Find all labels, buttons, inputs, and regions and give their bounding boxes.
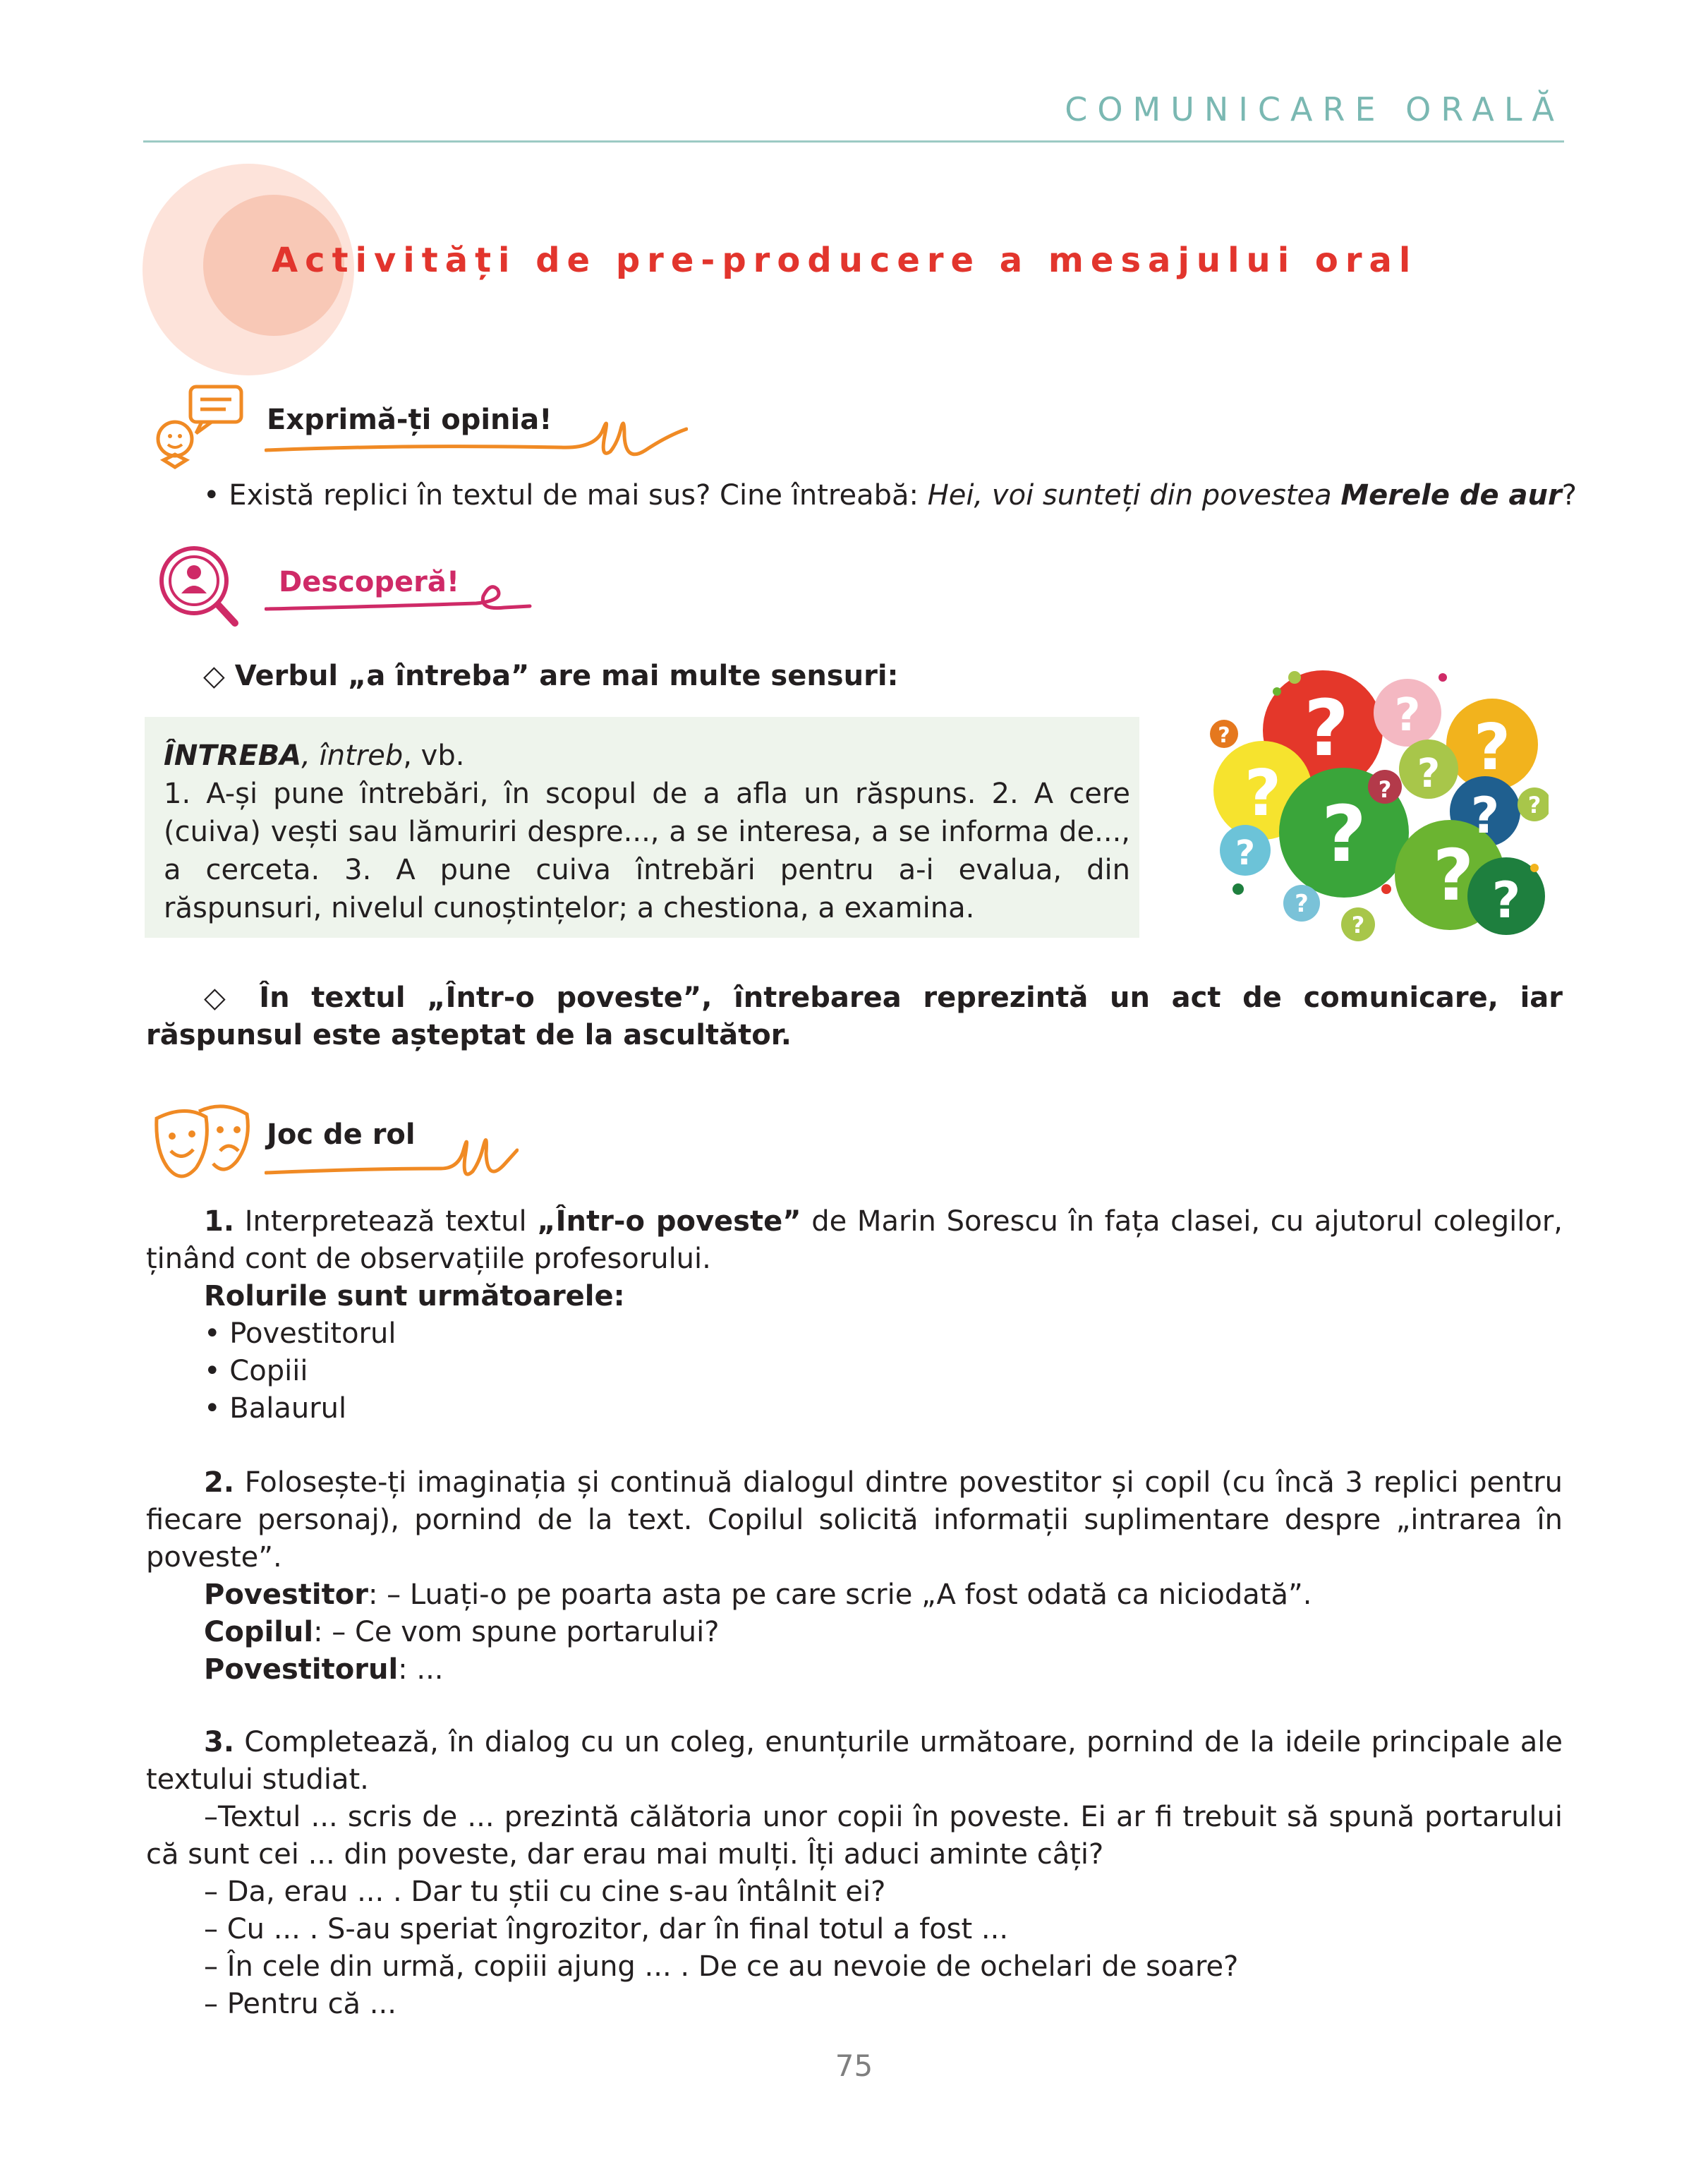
page-number: 75 [835,2048,873,2083]
svg-text:?: ? [1473,711,1511,785]
exercise-3-line: – Pentru că ... [204,1988,396,2020]
role-item: • Copiii [204,1355,308,1387]
opinia-question: • Există replici în textul de mai sus? Cine întreabă: Hei, voi sunteți din povestea Merele de aur? [203,479,1577,512]
exercise-3-line: – În cele din urmă, copiii ajung ... . De ce au nevoie de ochelari de soare? [204,1950,1239,1983]
svg-text:?: ? [1321,789,1367,879]
running-header: COMUNICARE ORALĂ [1065,90,1564,128]
magenta-squiggle-underline [265,575,533,617]
section-title: Activități de pre-producere a mesajului oral [272,241,1418,280]
exercise-1: 1. Interpretează textul „Într-o poveste” de Marin Sorescu în fața clasei, cu ajutorul colegilor, ținând cont de observațiile profesorului. [146,1205,1563,1275]
dialog-line: Povestitorul: ... [204,1653,444,1686]
magnifier-person-icon [152,540,243,632]
definition-text: ÎNTREBA, întreb, vb. 1. A-și pune întrebări, în scopul de a afla un răspuns. 2. A cere (cuiva) vești sau lămuriri despre..., a se interesa, a se informa de..., a cerceta. 3. A pune cuiva întrebări pentru a-i evalua, din răspunsuri, nivelul cunoștințelor; a chestiona, a examina. [164,740,1130,924]
svg-text:?: ? [1304,683,1349,773]
role-item: • Povestitorul [204,1317,396,1350]
roles-title: Rolurile sunt următoarele: [204,1280,625,1312]
svg-text:?: ? [1351,912,1365,938]
header-rule [143,140,1564,143]
dialog-line: Povestitor: – Luați-o pe poarta asta pe care scrie „A fost odată ca niciodată”. [204,1579,1312,1611]
exercise-3-line: –Textul ... scris de ... prezintă călătoria unor copii în poveste. Ei ar fi trebuit să spună portarului că sunt cei ... din poveste, dar erau mai mulți. Îți aduci aminte câți? [146,1801,1563,1871]
svg-text:?: ? [1218,723,1230,748]
svg-text:?: ? [1491,871,1521,929]
descopera-label: Descoperă! [279,566,460,598]
exercise-3-line: – Cu ... . S-au speriat îngrozitor, dar în final totul a fost ... [204,1913,1009,1945]
orange-squiggle-underline [265,408,688,464]
descopera-note: ◇ În textul „Într-o poveste”, întrebarea reprezintă un act de comunicare, iar răspunsul este așteptat de la ascultător. [146,982,1563,1051]
svg-text:?: ? [1394,689,1421,742]
svg-text:?: ? [1470,787,1500,845]
svg-text:?: ? [1244,756,1282,831]
theater-masks-icon [150,1097,255,1189]
speech-bubble-person-icon [150,381,248,473]
colorful-question-marks-icon [1210,663,1549,946]
svg-text:?: ? [1235,833,1255,873]
svg-text:?: ? [1295,890,1309,918]
dialog-line: Copilul: – Ce vom spune portarului? [204,1616,720,1648]
role-item: • Balaurul [204,1392,347,1425]
svg-text:?: ? [1417,751,1441,797]
svg-text:?: ? [1378,776,1392,803]
joc-label: Joc de rol [267,1118,416,1151]
exercise-3: 3. Completează, în dialog cu un coleg, enunțurile următoare, pornind de la ideile principale ale textului studiat. [146,1726,1563,1796]
descopera-heading: ◇ Verbul „a întreba” are mai multe sensuri: [203,660,899,692]
svg-text:?: ? [1432,834,1474,917]
exercise-3-line: – Da, erau ... . Dar tu știi cu cine s-au întâlnit ei? [204,1876,886,1908]
opinia-label: Exprimă-ți opinia! [267,404,552,436]
exercise-2: 2. Folosește-ți imaginația și continuă dialogul dintre povestitor și copil (cu încă 3 replici pentru fiecare personaj), pornind de la text. Copilul solicită informații suplimentare despre „intrarea în poveste”. [146,1466,1563,1574]
svg-text:?: ? [1527,792,1542,819]
orange-squiggle-underline-2 [265,1122,519,1185]
